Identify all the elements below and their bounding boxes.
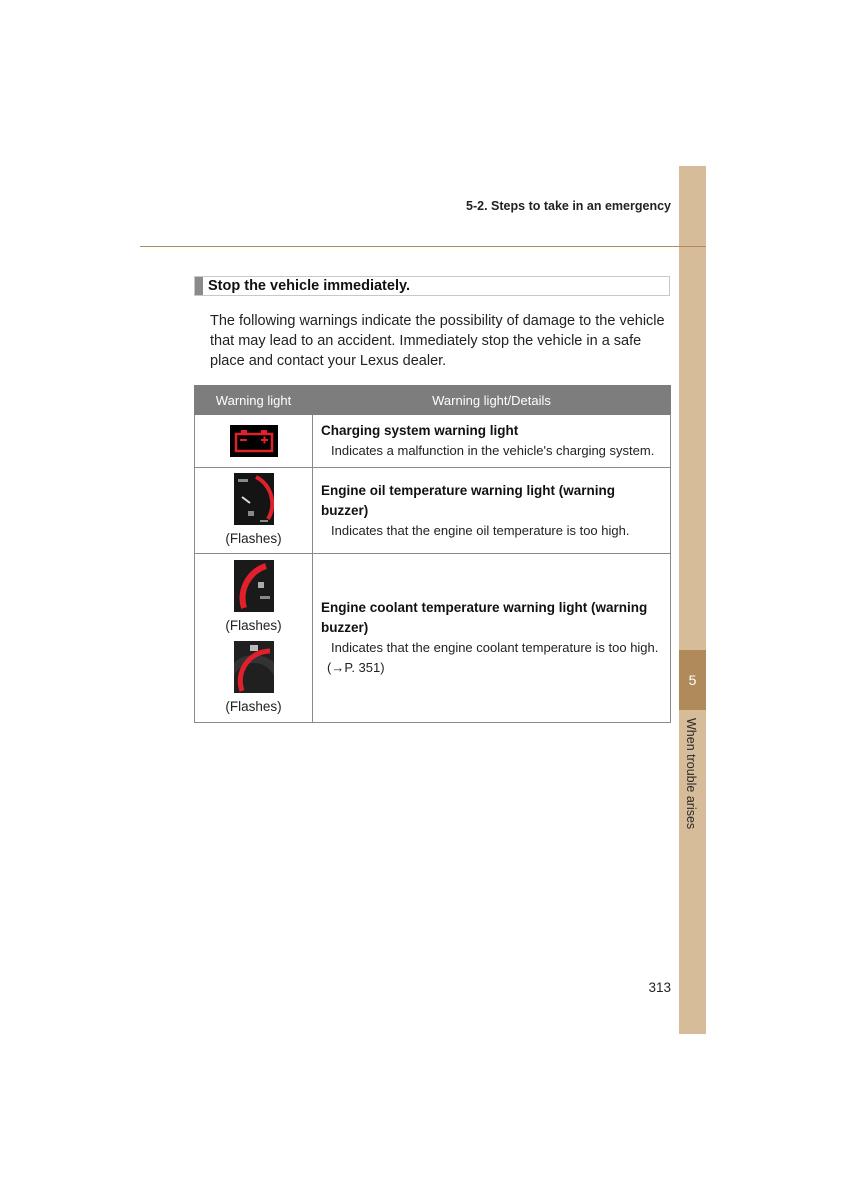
page-number: 313 <box>648 980 671 995</box>
warning-title: Engine oil temperature warning light (warning buzzer) <box>321 482 616 518</box>
column-header-details: Warning light/Details <box>313 386 671 415</box>
warning-details: Indicates a malfunction in the vehicle's charging system. <box>331 443 655 458</box>
coolant-temperature-gauge-icon-alt <box>234 641 274 693</box>
icon-cell <box>195 415 313 468</box>
warning-title: Engine coolant temperature warning light (warning buzzer) <box>321 600 648 635</box>
header-rule <box>140 246 706 247</box>
oil-temperature-gauge-icon <box>234 473 274 525</box>
table-row <box>195 554 671 723</box>
icon-caption: (Flashes) <box>225 699 282 714</box>
heading-bar <box>194 276 670 296</box>
chapter-title: When trouble arises <box>684 718 698 830</box>
heading-marker <box>195 277 203 295</box>
detail-cell <box>313 468 671 554</box>
table-header-row <box>195 386 671 415</box>
icon-caption: (Flashes) <box>225 531 282 546</box>
coolant-temperature-gauge-icon <box>234 560 274 612</box>
table-row <box>195 415 671 468</box>
icon-cell <box>195 468 313 554</box>
warning-details: Indicates that the engine coolant temperature is too high. <box>331 640 659 655</box>
icon-caption: (Flashes) <box>225 618 282 633</box>
chapter-number: 5 <box>679 650 706 710</box>
page-reference-link[interactable]: (→P. 351) <box>327 660 385 675</box>
section-header: 5-2. Steps to take in an emergency <box>466 199 671 213</box>
side-tab <box>679 166 706 1034</box>
intro-paragraph: The following warnings indicate the possibility of damage to the vehicle that may lead to an accident. Immediately stop the vehicle in a safe place and contact your Lexus dealer. <box>210 313 665 369</box>
column-header-warning-light: Warning light <box>195 386 313 415</box>
table-row <box>195 468 671 554</box>
detail-cell <box>313 415 671 468</box>
warning-table <box>194 385 671 723</box>
heading-title: Stop the vehicle immediately. <box>208 278 410 294</box>
warning-title: Charging system warning light <box>321 423 519 438</box>
warning-details: Indicates that the engine oil temperature is too high. <box>331 522 630 538</box>
icon-cell <box>195 554 313 723</box>
detail-cell <box>313 554 671 723</box>
battery-warning-icon <box>230 425 278 457</box>
